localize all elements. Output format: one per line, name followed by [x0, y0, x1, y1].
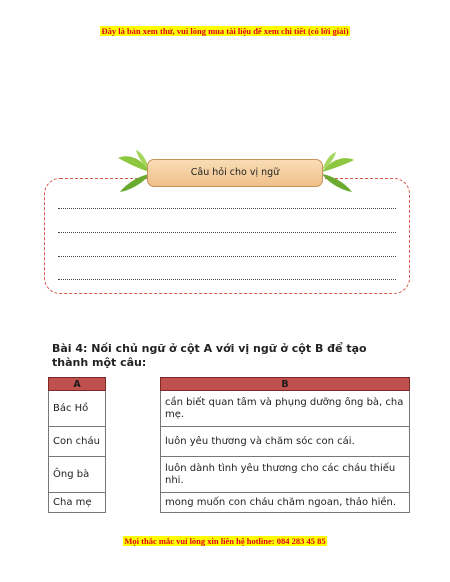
column-b-cell: mong muốn con cháu chăm ngoan, thảo hiền. — [161, 493, 410, 513]
top-banner-text: Đây là bản xem thử, vui lòng mua tài liệu để xem chi tiết (có lời giải) — [101, 26, 349, 36]
section-title-sign — [147, 159, 323, 187]
column-a-table — [48, 377, 106, 513]
column-b-cell: cần biết quan tâm và phụng dưỡng ông bà, cha mẹ. — [161, 391, 410, 427]
column-b-cell: luôn dành tình yêu thương cho các cháu thiếu nhi. — [161, 457, 410, 493]
answer-line — [58, 232, 396, 233]
section-title: Câu hỏi cho vị ngữ — [190, 167, 280, 178]
column-b-cell: luôn yêu thương và chăm sóc con cái. — [161, 427, 410, 457]
column-a-cell: Ông bà — [49, 457, 106, 493]
top-banner — [0, 26, 450, 36]
column-b-header: B — [161, 378, 410, 391]
answer-line — [58, 279, 396, 280]
answer-line — [58, 208, 396, 209]
column-b-table — [160, 377, 410, 513]
answer-box — [44, 178, 410, 294]
column-a-header: A — [49, 378, 106, 391]
column-a-cell: Cha mẹ — [49, 493, 106, 513]
column-a-cell: Bác Hồ — [49, 391, 106, 427]
bottom-banner — [0, 536, 450, 546]
answer-line — [58, 256, 396, 257]
bottom-banner-text: Mọi thắc mắc vui lòng xin liên hệ hotline: 084 283 45 85 — [124, 536, 326, 546]
column-a-cell: Con cháu — [49, 427, 106, 457]
task-heading: Bài 4: Nối chủ ngữ ở cột A với vị ngữ ở cột B để tạo thành một câu: — [52, 342, 367, 369]
